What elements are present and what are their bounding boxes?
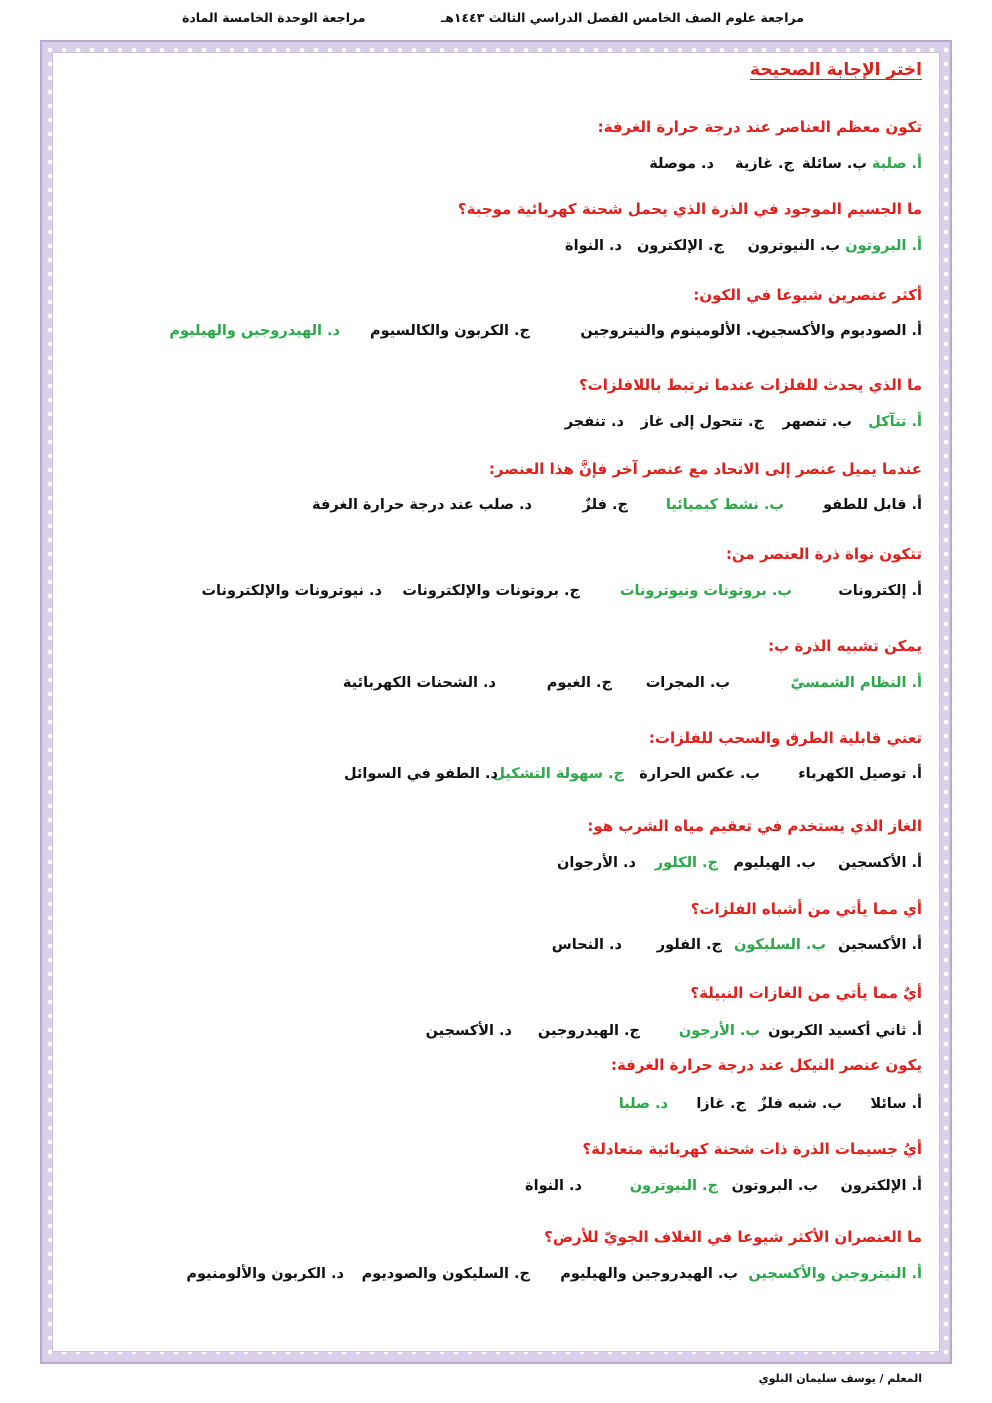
q10-option-a: أ. الأكسجين [838,937,922,953]
question-1: تكون معظم العناصر عند درجة حرارة الغرفة: [597,118,922,136]
q13-option-d: د. النواة [525,1178,582,1194]
q8-option-b: ب. عكس الحرارة [639,766,760,782]
q8-option-c: ج. سهولة التشكيل [492,766,624,782]
q10-option-c: ج. الفلور [656,937,722,953]
question-13: أيُ جسيمات الذرة ذات شحنة كهربائية متعادلة؟ [582,1140,922,1158]
q9-option-d: د. الأرجوان [557,855,636,871]
q6-option-d: د. نيوترونات والإلكترونات [201,583,382,599]
q7-option-b: ب. المجرات [645,675,730,691]
q13-option-a: أ. الإلكترون [840,1178,922,1194]
q8-option-a: أ. توصيل الكهرباء [798,766,922,782]
q7-option-c: ج. الغيوم [546,675,612,691]
question-5: عندما يميل عنصر إلى الاتحاد مع عنصر آخر فإنَّ هذا العنصر: [488,460,922,478]
q7-option-a: أ. النظام الشمسيّ [790,675,922,691]
worksheet-title: اختر الإجابة الصحيحة [750,60,922,80]
q1-option-b: ب. سائلة [802,156,867,172]
q3-option-c: ج. الكربون والكالسيوم [370,323,530,339]
q12-option-d: د. صلبا [618,1096,668,1112]
q14-option-a: أ. النيتروجين والأكسجين [748,1266,922,1282]
question-7: يمكن تشبيه الذرة ب: [768,637,922,655]
q14-option-b: ب. الهيدروجين والهيليوم [560,1266,738,1282]
q6-option-b: ب. بروتونات ونيوترونات [619,583,792,599]
q10-option-b: ب. السليكون [733,937,826,953]
q7-option-d: د. الشحنات الكهربائية [342,675,496,691]
q11-option-d: د. الأكسجين [425,1023,512,1039]
question-11: أيٌ مما يأتي من الغازات النبيلة؟ [690,984,922,1002]
q4-option-c: ج. تتحول إلى غاز [640,414,764,430]
q2-option-a: أ. البروتون [845,238,922,254]
question-9: الغاز الذي يستخدم في تعقيم مياه الشرب هو: [587,817,922,835]
q1-option-a: أ. صلبة [871,156,922,172]
q5-option-c: ج. فلزٌ [582,497,628,513]
q11-option-a: أ. ثاني أكسيد الكربون [768,1023,922,1039]
q9-option-a: أ. الأكسجين [838,855,922,871]
q14-option-c: ج. السليكون والصوديوم [361,1266,530,1282]
q3-option-d: د. الهيدروجين والهيليوم [169,323,340,339]
q13-option-b: ب. البروتون [731,1178,818,1194]
q2-option-d: د. النواة [565,238,622,254]
q4-option-a: أ. تتآكل [868,414,922,430]
q14-option-d: د. الكربون والألومنيوم [186,1266,344,1282]
q8-option-d: د. الطفو في السوائل [344,766,498,782]
q11-option-c: ج. الهيدروجين [537,1023,640,1039]
q4-option-d: د. تنفجر [564,414,624,430]
q1-option-c: ج. غازية [735,156,794,172]
q2-option-b: ب. النيوترون [747,238,840,254]
q2-option-c: ج. الإلكترون [637,238,724,254]
q9-option-c: ج. الكلور [654,855,718,871]
q12-option-c: ج. غازا [696,1096,746,1112]
q5-option-d: د. صلب عند درجة حرارة الغرفة [312,497,532,513]
question-12: يكون عنصر النيكل عند درجة حرارة الغرفة: [610,1056,922,1074]
q6-option-a: أ. إلكترونات [838,583,922,599]
header-course-term: مراجعة علوم الصف الخامس الفصل الدراسي الثالث ١٤٤٣هـ [440,10,804,25]
question-14: ما العنصران الأكثر شيوعا في الغلاف الجويّ للأرض؟ [544,1228,922,1246]
header-unit-review: مراجعة الوحدة الخامسة المادة [182,10,366,25]
q4-option-b: ب. تنصهر [782,414,852,430]
q12-option-a: أ. سائلا [870,1096,922,1112]
question-2: ما الجسيم الموجود في الذرة الذي يحمل شحنة كهربائية موجبة؟ [457,200,922,218]
question-6: تتكون نواة ذرة العنصر من: [725,545,922,563]
q5-option-b: ب. نشط كيميائيا [665,497,784,513]
question-10: أي مما يأتي من أشباه الفلزات؟ [690,900,922,918]
q10-option-d: د. النحاس [551,937,622,953]
q3-option-a: أ. الصوديوم والأكسجين [757,323,922,339]
q3-option-b: ب. الألومينوم والنيتروجين [580,323,766,339]
question-8: تعني قابلية الطرق والسحب للفلزات: [648,729,922,747]
q9-option-b: ب. الهيليوم [733,855,816,871]
q13-option-c: ج. النيوترون [629,1178,718,1194]
q5-option-a: أ. قابل للطفو [823,497,922,513]
teacher-signature: المعلم / يوسف سليمان البلوي [758,1372,922,1385]
page-header [0,10,992,32]
q6-option-c: ج. بروتونات والإلكترونات [402,583,580,599]
q11-option-b: ب. الأرجون [678,1023,760,1039]
question-4: ما الذي يحدث للفلزات عندما ترتبط باللافلزات؟ [578,376,922,394]
q12-option-b: ب. شبه فلزٌ [758,1096,842,1112]
q1-option-d: د. موصلة [649,156,714,172]
question-3: أكثر عنصرين شيوعا في الكون: [693,286,922,304]
